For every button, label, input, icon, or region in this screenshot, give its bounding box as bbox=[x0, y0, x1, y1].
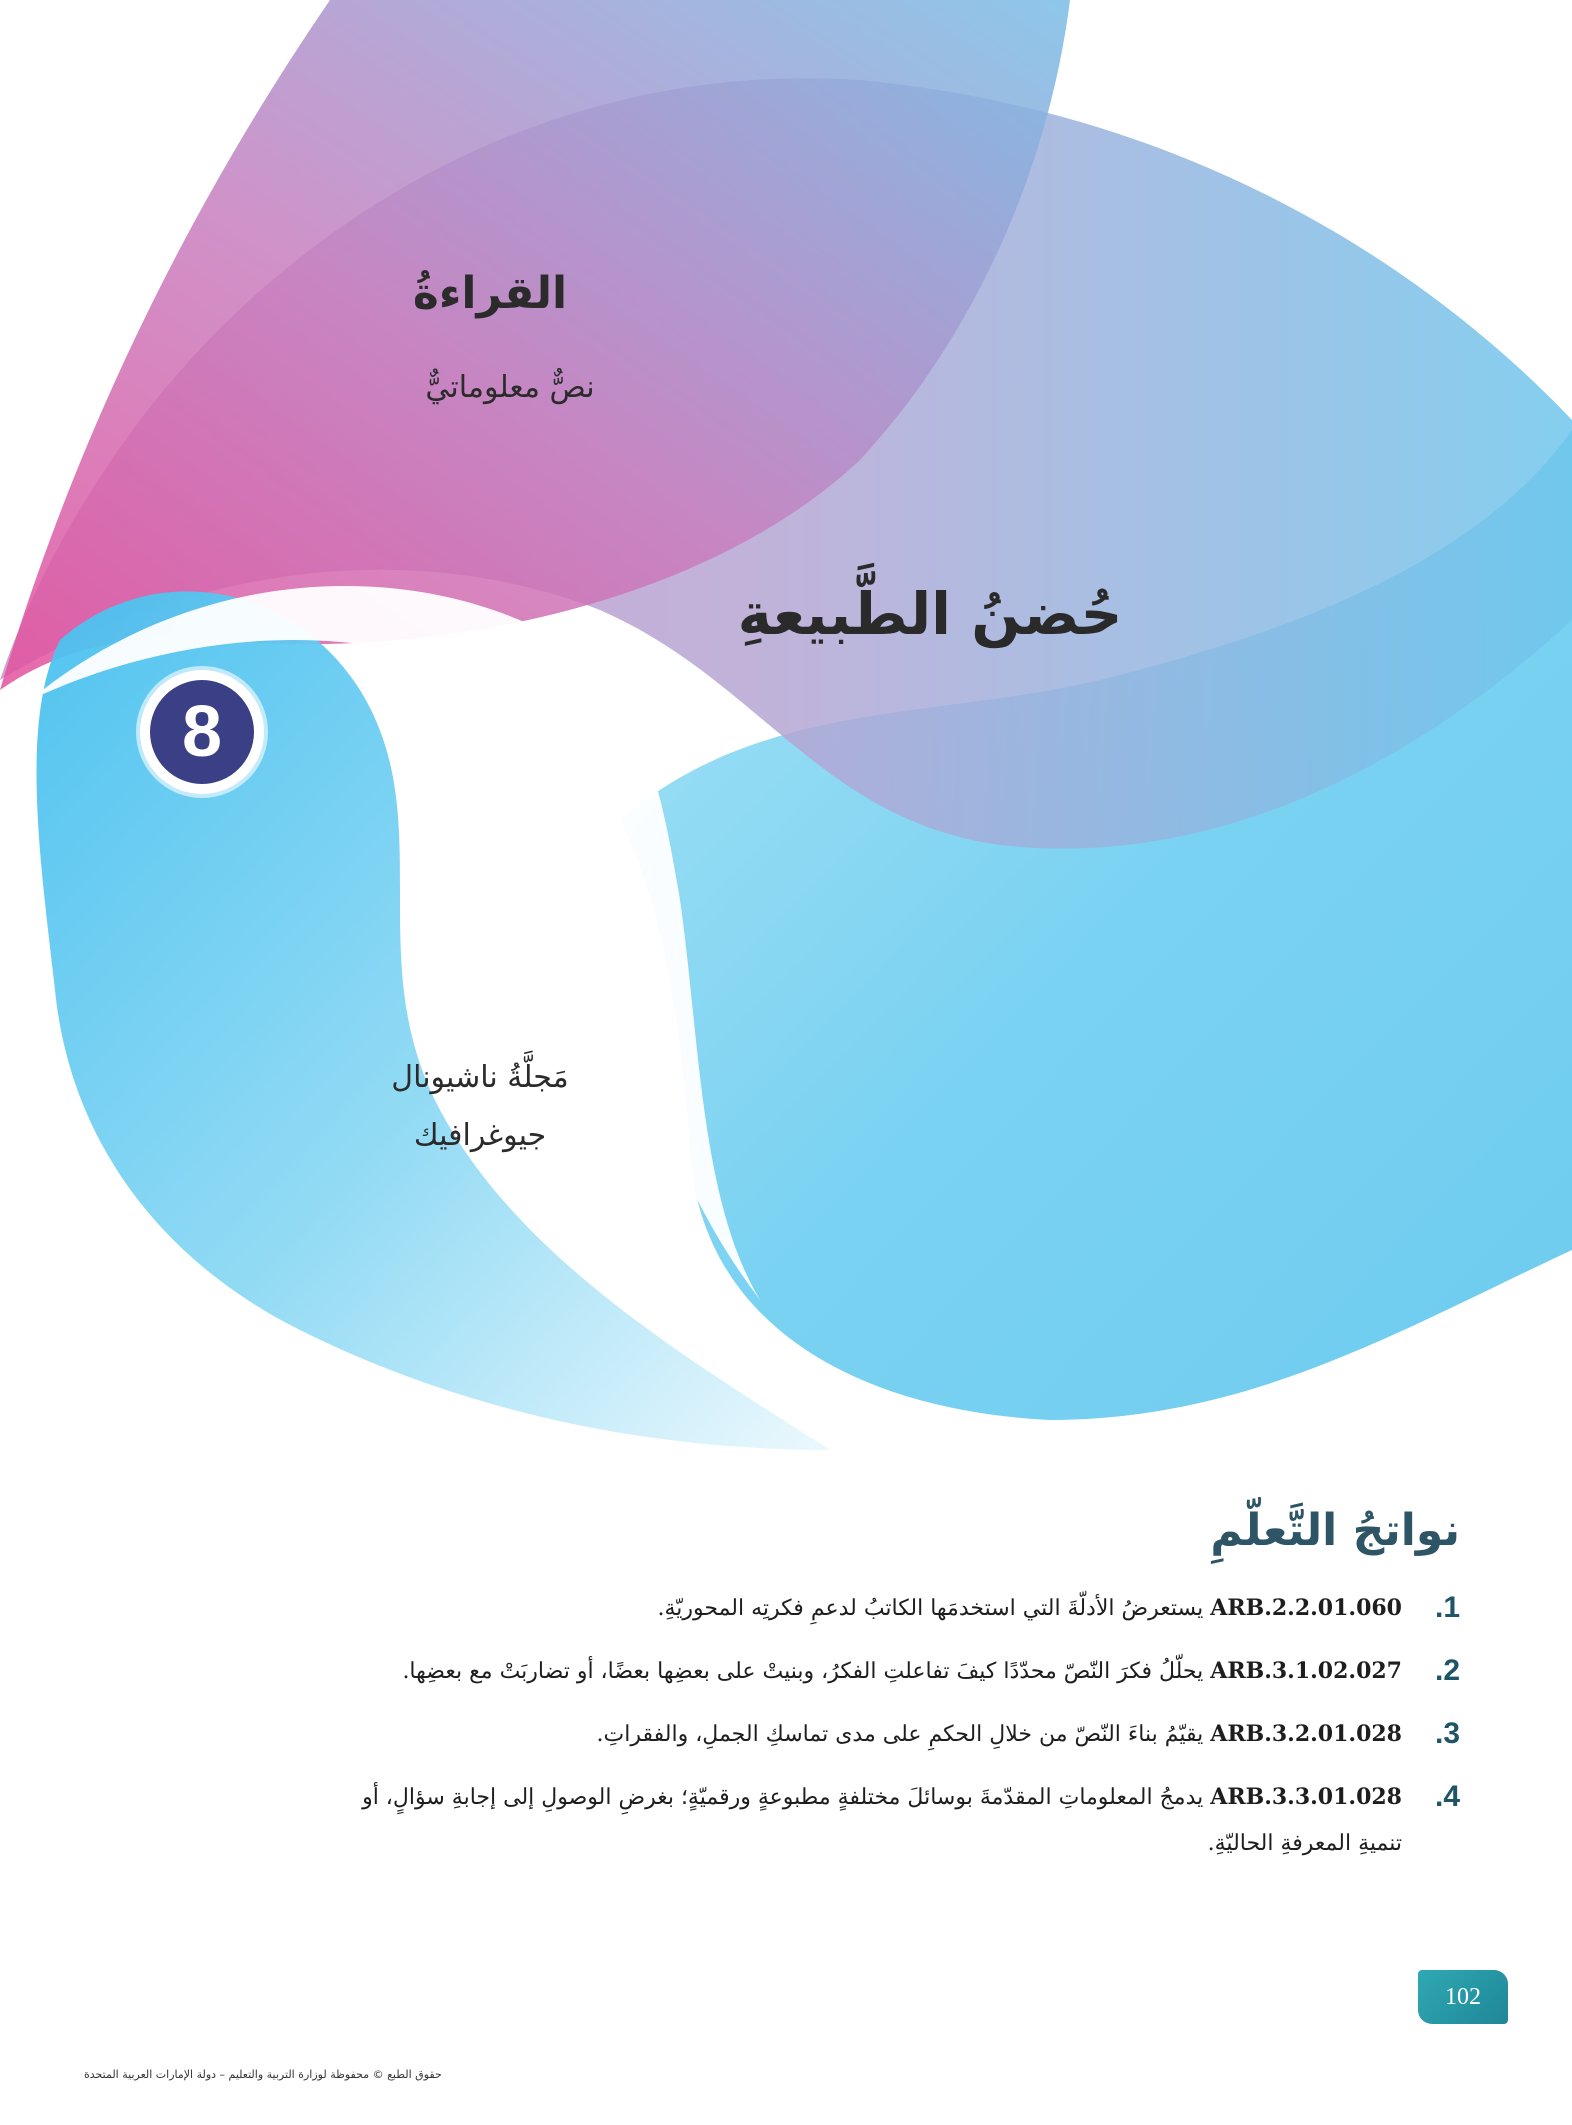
copyright-notice: حقوق الطبع © محفوظة لوزارة التربية والتعليم – دولة الإمارات العربية المتحدة bbox=[84, 2068, 442, 2081]
outcome-number: 1. bbox=[1434, 1591, 1460, 1624]
section-subtitle: نصٌّ معلوماتيٌّ bbox=[425, 370, 595, 405]
outcome-text: يحلّلُ فكرَ النّصّ محدّدًا كيفَ تفاعلتِ الفكرُ، وبنيتْ على بعضِها بعضًا، أو تضاربَتْ مع بعضِها. bbox=[402, 1659, 1204, 1684]
learning-outcome-item bbox=[330, 1585, 1460, 1632]
outcome-number: 4. bbox=[1434, 1780, 1460, 1813]
learning-outcomes-heading: نواتجُ التَّعلّمِ bbox=[1210, 1505, 1460, 1556]
source-name-line-2: جيوغرافيك bbox=[413, 1118, 547, 1153]
unit-number-badge bbox=[140, 670, 264, 794]
page-number: 102 bbox=[1418, 1970, 1508, 2024]
unit-number: 8 bbox=[150, 680, 254, 784]
outcome-number: 3. bbox=[1434, 1717, 1460, 1750]
source-name-line-1: مَجلَّةُ ناشيونال bbox=[391, 1060, 569, 1095]
outcome-text: يستعرضُ الأدلّةَ التي استخدمَها الكاتبُ لدعمِ فكرتِه المحوريّةِ. bbox=[657, 1596, 1204, 1621]
learning-outcomes-list bbox=[330, 1585, 1460, 1883]
section-title: القراءةُ bbox=[412, 268, 568, 319]
outcome-code: ARB.3.3.01.028 bbox=[1210, 1784, 1402, 1810]
unit-title: حُضنُ الطَّبيعةِ bbox=[737, 580, 1123, 648]
outcome-code: ARB.2.2.01.060 bbox=[1210, 1595, 1402, 1621]
outcome-code: ARB.3.2.01.028 bbox=[1210, 1721, 1402, 1747]
outcome-text: يقيّمُ بناءَ النّصّ من خلالِ الحكمِ على مدى تماسكِ الجملِ، والفقراتِ. bbox=[596, 1722, 1204, 1747]
learning-outcome-item bbox=[330, 1774, 1460, 1867]
outcome-text: يدمجُ المعلوماتِ المقدّمةَ بوسائلَ مختلفةٍ مطبوعةٍ ورقميّةٍ؛ بغرضِ الوصولِ إلى إجابةِ سؤالٍ، أو تنميةِ المعرفةِ الحاليّةِ. bbox=[362, 1785, 1402, 1856]
outcome-number: 2. bbox=[1434, 1654, 1460, 1687]
learning-outcome-item bbox=[330, 1711, 1460, 1758]
outcome-code: ARB.3.1.02.027 bbox=[1210, 1658, 1402, 1684]
learning-outcome-item bbox=[330, 1648, 1460, 1695]
